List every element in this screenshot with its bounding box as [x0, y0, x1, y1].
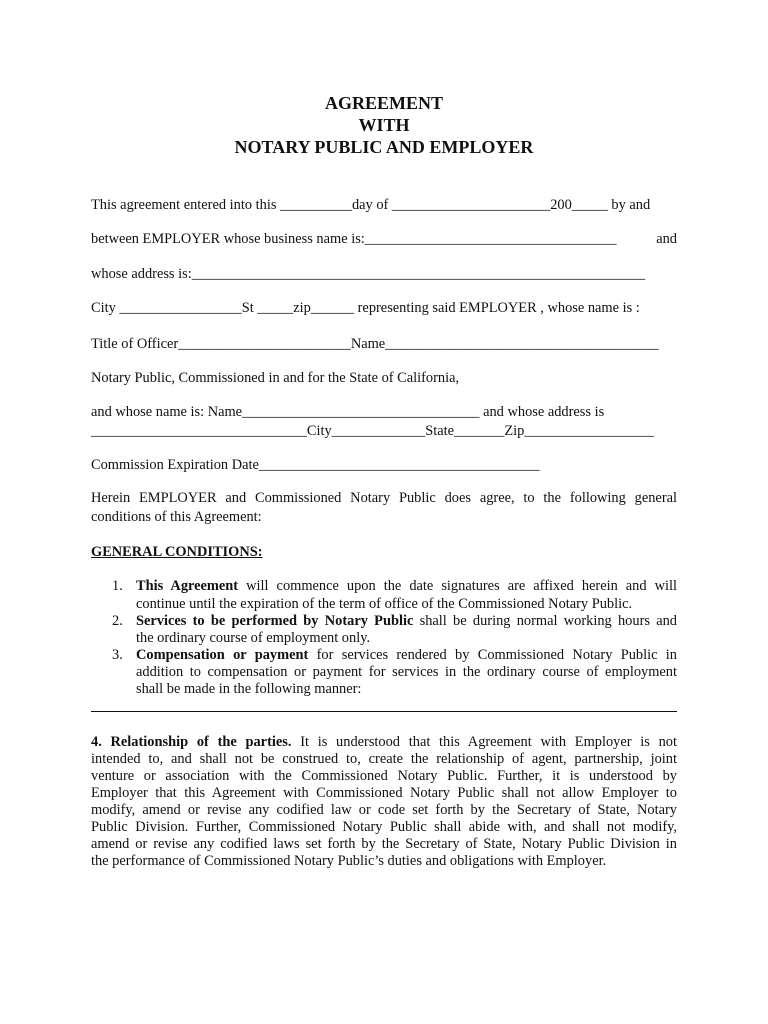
relationship-line: modify, amend or revise any codified law or code set forth by the Secretary of State, Notary	[91, 802, 677, 818]
form-line-notary-address: ______________________________City_____________State_______Zip__________________	[91, 423, 654, 439]
relationship-text: It is understood that this Agreement with Employer is not	[291, 734, 677, 750]
list-item-line	[136, 613, 677, 630]
form-line-commissioned: Notary Public, Commissioned in and for the State of California,	[91, 370, 460, 386]
list-item-text: for services rendered by Commissioned Notary Public in	[308, 647, 677, 663]
list-item-text: will commence upon the date signatures are affixed herein and will	[238, 578, 677, 594]
intro-line-2: conditions of this Agreement:	[91, 509, 262, 525]
title-line-with: WITH	[358, 115, 410, 135]
list-item-line: continue until the expiration of the term of office of the Commissioned Notary Public.	[136, 596, 633, 612]
document-title	[0, 92, 768, 158]
list-item-number: 1.	[112, 578, 123, 594]
list-item-line: shall be made in the following manner:	[136, 681, 362, 697]
list-item-line	[136, 578, 677, 595]
form-line-address: whose address is:_______________________________________________________________	[91, 266, 646, 282]
list-item-bold-lead: This Agreement	[136, 578, 239, 594]
relationship-line: venture or association with the Commissioned Notary Public. Further, it is understood by	[91, 768, 677, 784]
form-line-business-name-and: and	[656, 231, 677, 247]
form-line-business-name: between EMPLOYER whose business name is:___________________________________	[91, 231, 617, 247]
list-item-bold-lead: Services to be performed by Notary Public	[136, 613, 414, 629]
form-line-city: City _________________St _____zip______ representing said EMPLOYER , whose name is :	[91, 300, 640, 316]
payment-blank-line	[91, 711, 677, 712]
general-conditions-heading: GENERAL CONDITIONS:	[91, 544, 263, 560]
list-item-text: shall be during normal working hours and	[413, 613, 677, 629]
relationship-line: Public Division. Further, Commissioned Notary Public shall abide with, and shall not modify,	[91, 819, 677, 835]
list-item-line	[136, 647, 677, 664]
form-line-officer: Title of Officer________________________Name______________________________________	[91, 336, 659, 352]
relationship-line: Employer that this Agreement with Commissioned Notary Public shall not allow Employer to	[91, 785, 677, 801]
list-item-line: addition to compensation or payment for services in the ordinary course of employment	[136, 664, 677, 680]
list-item-bold-lead: Compensation or payment	[136, 647, 309, 663]
list-item-number: 2.	[112, 613, 123, 629]
title-line-agreement: AGREEMENT	[324, 93, 443, 113]
relationship-line: intended to, and shall not be construed to, create the relationship of agent, partnership, joint	[91, 751, 677, 767]
form-line-date: This agreement entered into this __________day of ______________________200_____ by and	[91, 197, 651, 213]
intro-line-1: Herein EMPLOYER and Commissioned Notary Public does agree, to the following general	[91, 490, 677, 506]
list-item-number: 3.	[112, 647, 123, 663]
relationship-line: amend or revise any codified laws set forth by the Secretary of State, Notary Public Division in	[91, 836, 677, 852]
relationship-heading: 4. Relationship of the parties.	[91, 734, 292, 750]
form-line-expiration: Commission Expiration Date_______________________________________	[91, 457, 540, 473]
relationship-line	[91, 734, 677, 751]
form-line-notary-name: and whose name is: Name_________________________________ and whose address is	[91, 404, 605, 420]
list-item-line: the ordinary course of employment only.	[136, 630, 371, 646]
relationship-line: the performance of Commissioned Notary Public’s duties and obligations with Employer.	[91, 853, 607, 869]
title-line-parties: NOTARY PUBLIC AND EMPLOYER	[234, 137, 534, 157]
